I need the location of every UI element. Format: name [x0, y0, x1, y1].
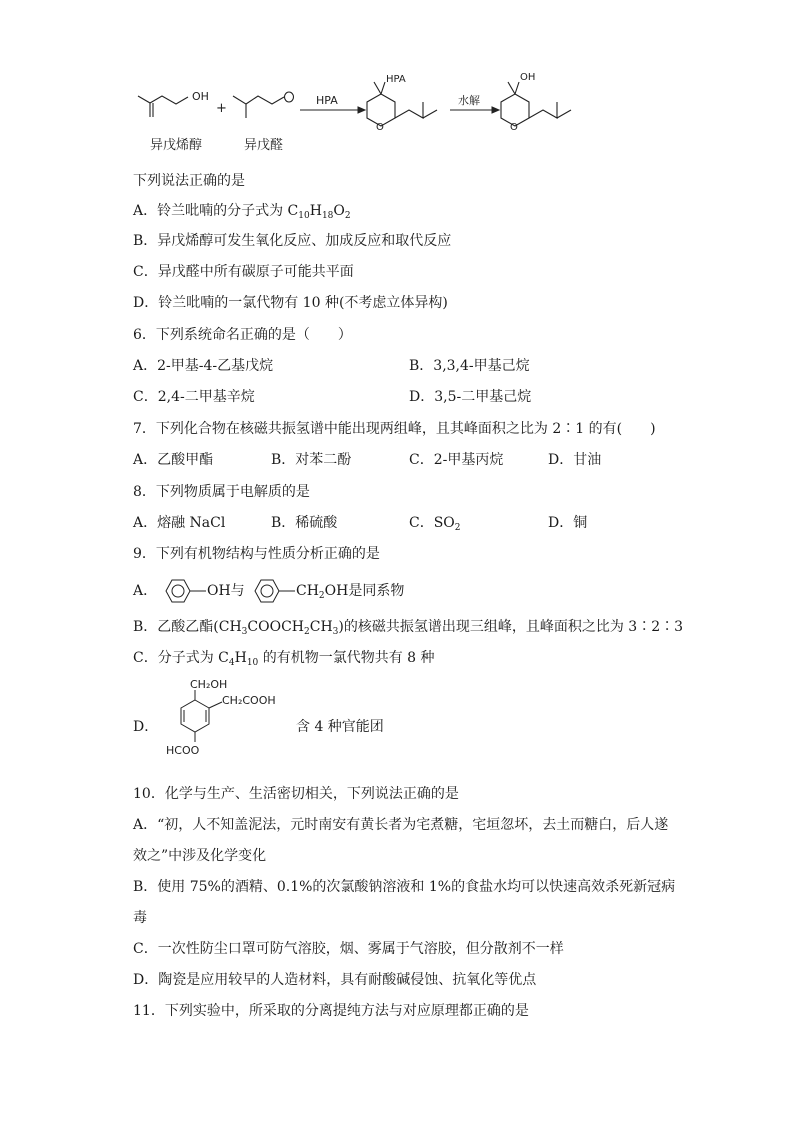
- q10-option-b-line2: 毒: [133, 910, 147, 926]
- q5-option-a: A．铃兰吡喃的分子式为 $C_{10}H_{18}O_2$: [133, 203, 351, 221]
- arrow-2: [450, 107, 499, 113]
- q8-stem: 8．下列物质属于电解质的是: [133, 484, 310, 500]
- q10-option-b-line1: B．使用 75%的酒精、0.1%的次氯酸钠溶液和 1%的食盐水均可以快速高效杀死新冠病: [133, 879, 676, 895]
- product-1-label: HPA: [386, 74, 406, 85]
- q9-option-d-label: D．: [133, 719, 159, 735]
- q9-option-a-label: A．: [133, 583, 158, 599]
- q9-option-a-ch2oh: $CH_2OH$是同系物: [296, 583, 405, 601]
- q7-option-b: B．对苯二酚: [271, 452, 352, 468]
- reaction-scheme: [0, 60, 794, 220]
- phenol-ring: [160, 576, 210, 606]
- q8-option-b: B．稀硫酸: [271, 515, 338, 531]
- q9-option-c: C．分子式为 $C_4H_{10}$ 的有机物一氯代物共有 8 种: [133, 650, 435, 668]
- q5-stem: 下列说法正确的是: [133, 173, 245, 189]
- arrow-1-label: HPA: [316, 94, 338, 107]
- caption-isoprenol: 异戊烯醇: [150, 138, 203, 153]
- hcoo-label: HCOO: [166, 744, 200, 757]
- plus-sign: +: [216, 101, 227, 116]
- q6-stem: 6．下列系统命名正确的是（ ）: [133, 327, 352, 343]
- q9-stem: 9．下列有机物结构与性质分析正确的是: [133, 546, 380, 562]
- isoprenol-structure: [138, 96, 188, 117]
- q11-stem: 11．下列实验中，所采取的分离提纯方法与对应原理都正确的是: [133, 1003, 529, 1019]
- q5-option-b: B．异戊烯醇可发生氧化反应、加成反应和取代反应: [133, 233, 452, 249]
- benzyl-alcohol-ring: [249, 576, 299, 606]
- q7-option-c: C．2-甲基丙烷: [409, 452, 504, 468]
- q10-stem: 10．化学与生产、生活密切相关，下列说法正确的是: [133, 786, 459, 802]
- product-2-label: OH: [520, 72, 536, 83]
- q9-option-b: B．乙酸乙酯$(CH_3COOCH_2CH_3)$的核磁共振氢谱出现三组峰，且峰面积之比为 3∶2∶3: [133, 619, 684, 637]
- q8-option-a: A．熔融 NaCl: [133, 515, 226, 531]
- q6-option-d: D．3,5-二甲基己烷: [409, 389, 532, 405]
- pyran-hpa-structure: [367, 82, 437, 126]
- ch2oh-label: CH₂OH: [190, 678, 228, 691]
- ch2cooh-label: CH₂COOH: [222, 694, 276, 707]
- q7-option-d: D．甘油: [548, 452, 602, 468]
- caption-isovaleraldehyde: 异戊醛: [244, 138, 284, 153]
- q9-option-a-oh: OH与: [207, 583, 245, 599]
- q7-option-a: A．乙酸甲酯: [133, 452, 214, 468]
- q6-option-a: A．2-甲基-4-乙基戊烷: [133, 358, 274, 374]
- isovaleraldehyde-structure: [233, 92, 294, 118]
- q5-option-c: C．异戊醛中所有碳原子可能共平面: [133, 264, 354, 280]
- q5-option-d: D．铃兰吡喃的一氯代物有 10 种(不考虑立体异构): [133, 295, 448, 311]
- q8-option-d: D．铜: [548, 515, 588, 531]
- q6-option-b: B．3,3,4-甲基己烷: [409, 358, 530, 374]
- arrow-2-label: 水解: [458, 94, 480, 107]
- pyran-oh-structure: [501, 82, 571, 126]
- arrow-1: [300, 107, 365, 113]
- q9-option-d-text: 含 4 种官能团: [296, 719, 384, 735]
- q8-option-c: C．$SO_2$: [409, 515, 461, 533]
- q10-option-c: C．一次性防尘口罩可防气溶胶，烟、雾属于气溶胶，但分散剂不一样: [133, 941, 564, 957]
- q7-stem: 7．下列化合物在核磁共振氢谱中能出现两组峰，且其峰面积之比为 2∶1 的有( ): [133, 421, 656, 437]
- q10-option-a-line2: 效之”中涉及化学变化: [133, 848, 267, 864]
- q6-option-c: C．2,4-二甲基辛烷: [133, 389, 255, 405]
- q10-option-a-line1: A．“初，人不知盖泥法，元时南安有黄长者为宅煮糖，宅垣忽坏，去土而糖白，后人遂: [133, 817, 669, 833]
- q9-d-structure: [160, 676, 290, 761]
- isoprenol-oh-label: OH: [192, 90, 209, 103]
- q10-option-d: D．陶瓷是应用较早的人造材料，具有耐酸碱侵蚀、抗氧化等优点: [133, 972, 537, 988]
- ring-o-1: O: [376, 122, 384, 133]
- ring-o-2: O: [510, 122, 518, 133]
